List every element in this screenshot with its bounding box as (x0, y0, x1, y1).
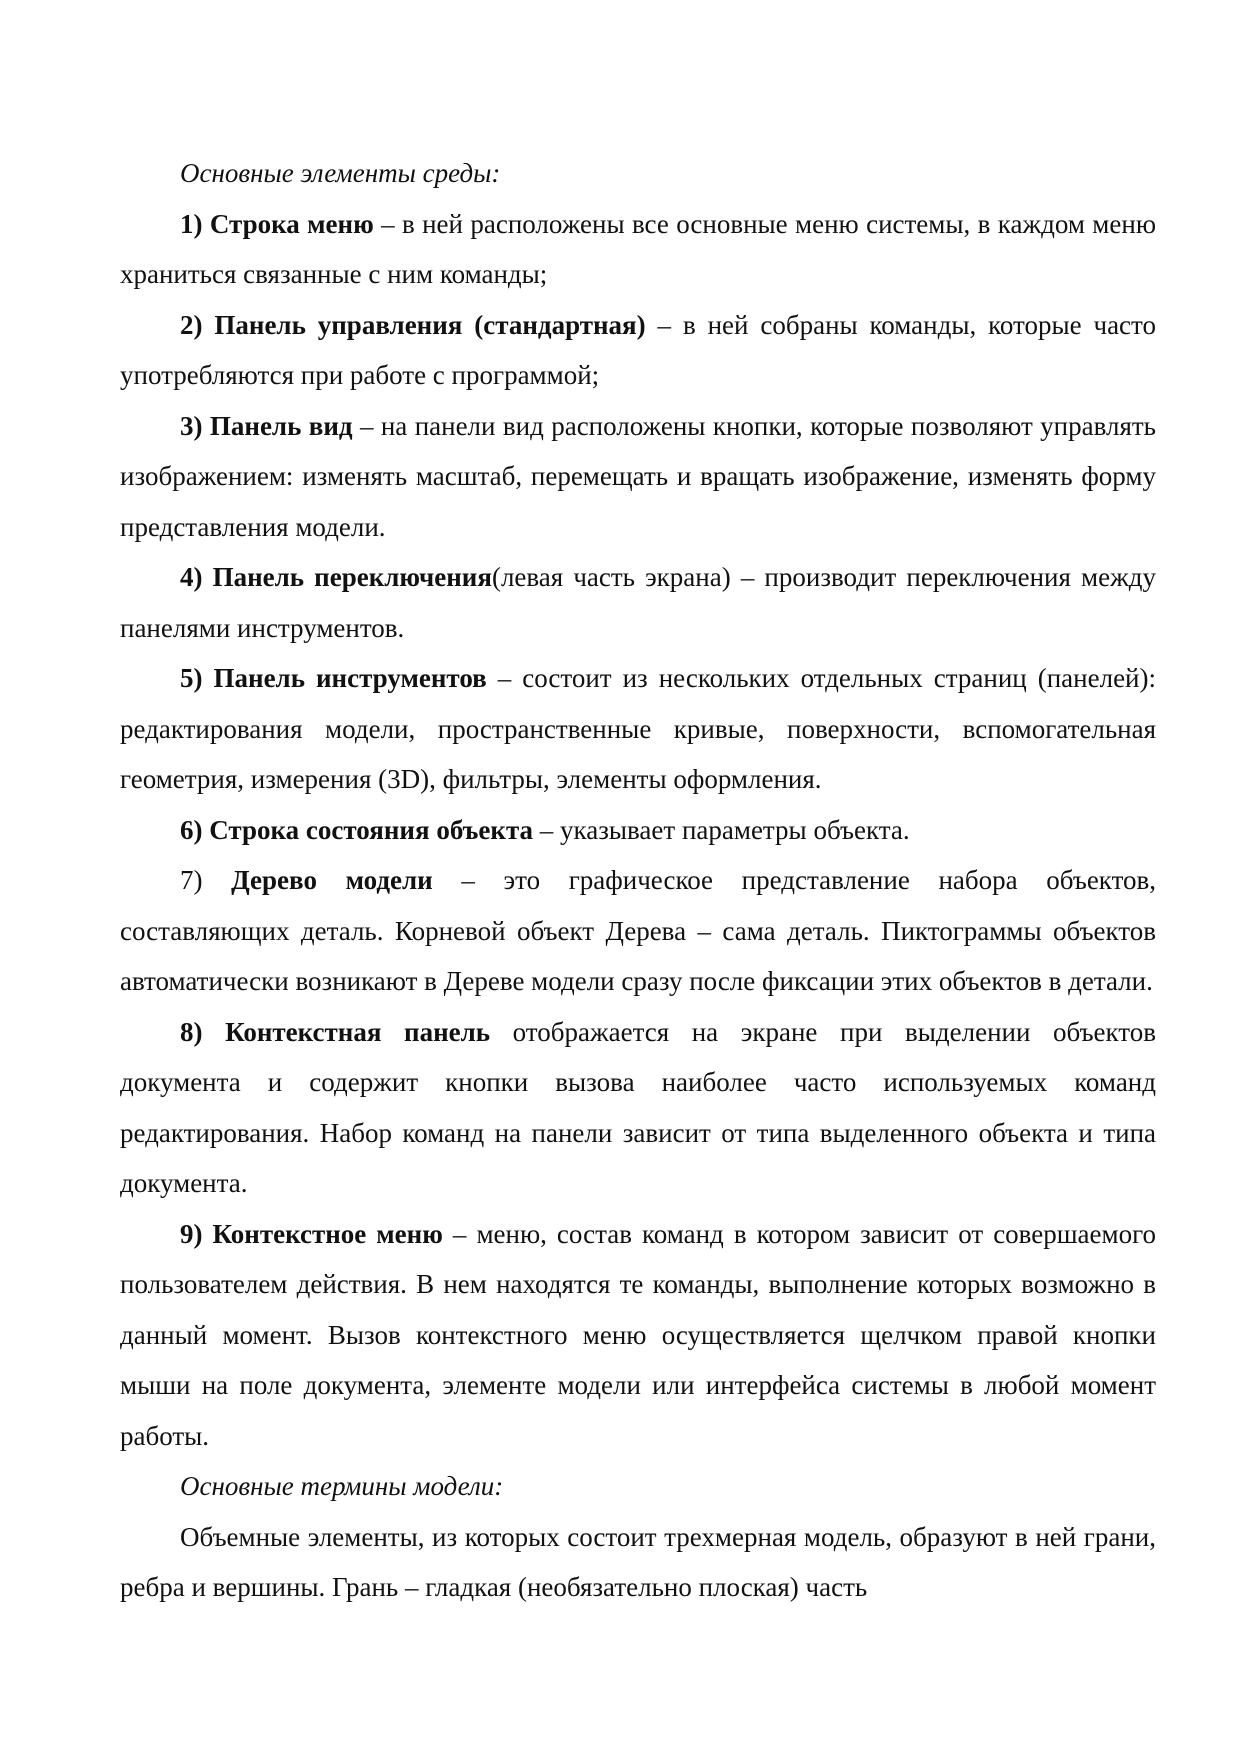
term-description: – это графическое представление набора объектов, составляющих деталь. Корневой объект Дерева – сама деталь. Пиктограммы объектов автоматически возникают в Дереве модели сразу после фиксации этих объектов в детали. (120, 865, 1157, 996)
term-label: 8) Контекстная панель (180, 1016, 491, 1047)
list-item-status-bar (120, 805, 1156, 856)
term-description: – состоит из нескольких отдельных страниц (панелей): редактирования модели, пространственные кривые, поверхности, вспомогательная геометрия, измерения (3D), фильтры, элементы оформления. (120, 663, 1156, 794)
list-item-context-menu (120, 1209, 1156, 1462)
term-label: 6) Строка состояния объекта (180, 814, 534, 845)
section-heading-environment: Основные элементы среды: (180, 158, 501, 188)
paragraph-model-terms: Объемные элементы, из которых состоит трехмерная модель, образуют в ней грани, ребра и вершины. Грань – гладкая (необязательно плоская) часть (120, 1521, 1156, 1602)
term-label: 3) Панель вид (180, 410, 353, 441)
list-item-menu-bar (120, 199, 1156, 300)
term-description: – в ней собраны команды, которые часто употребляются при работе с программой; (120, 309, 1156, 390)
list-item-model-tree (120, 855, 1156, 1007)
list-item-view-panel (120, 401, 1156, 553)
term-description: (левая часть экрана) – производит переключения между панелями инструментов. (120, 562, 1156, 643)
list-item-context-panel (120, 1007, 1156, 1209)
term-description: отображается на экране при выделении объектов документа и содержит кнопки вызова наиболее часто используемых команд редактирования. Набор команд на панели зависит от типа выделенного объекта и типа документа. (120, 1016, 1156, 1198)
term-label: 1) Строка меню (180, 208, 374, 239)
term-label: 4) Панель переключения (180, 562, 492, 592)
term-description: – в ней расположены все основные меню системы, в каждом меню храниться связанные с ним команды; (120, 208, 1156, 289)
term-description: – указывает параметры объекта. (533, 814, 910, 845)
term-description: – на панели вид расположены кнопки, которые позволяют управлять изображением: изменять масштаб, перемещать и вращать изображение, изменять форму представления модели. (120, 410, 1156, 542)
list-item-control-panel (120, 300, 1156, 401)
term-label: 2) Панель управления (стандартная) (180, 309, 646, 340)
section-heading-model-terms: Основные термины модели: (180, 1471, 504, 1501)
list-item-switch-panel (120, 552, 1156, 653)
term-label: 9) Контекстное меню (180, 1218, 443, 1249)
document-body (120, 148, 1156, 1613)
term-label: 5) Панель инструментов (180, 663, 487, 693)
list-item-tools-panel (120, 653, 1156, 805)
term-number: 7) (180, 865, 232, 895)
term-label: Дерево модели (231, 865, 433, 895)
term-description: – меню, состав команд в котором зависит от совершаемого пользователем действия. В нем находятся те команды, выполнение которых возможно в данный момент. Вызов контекстного меню осуществляется щелчком правой кнопки мыши на поле документа, элементе модели или интерфейса системы в любой момент работы. (120, 1218, 1156, 1451)
